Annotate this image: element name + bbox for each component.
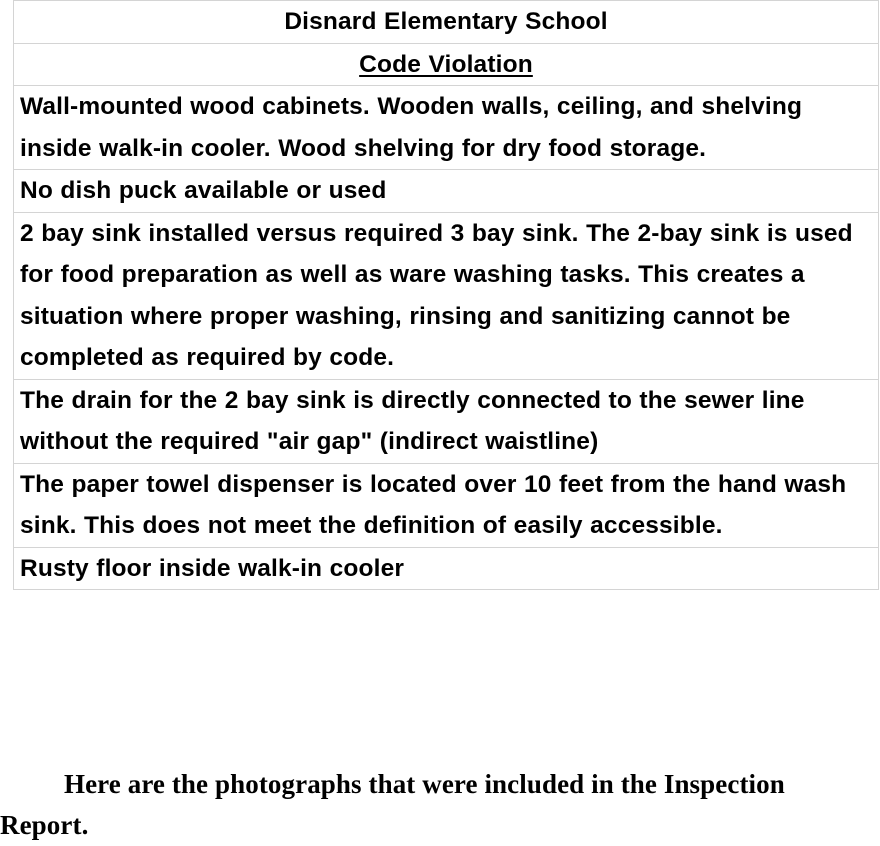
violation-cell-paper-towel: The paper towel dispenser is located over 10 feet from the hand wash sink. This does not meet the definition of easily accessible.	[14, 463, 879, 547]
table-row-title	[14, 1, 879, 44]
violation-cell-dish-puck: No dish puck available or used	[14, 170, 879, 213]
table-row	[14, 170, 879, 213]
table-row	[14, 212, 879, 379]
column-header: Code Violation	[359, 50, 533, 78]
table-row	[14, 547, 879, 590]
code-violation-table	[13, 0, 879, 590]
table-row-subtitle	[14, 43, 879, 86]
violation-cell-bay-sink: 2 bay sink installed versus required 3 bay sink. The 2-bay sink is used for food preparation as well as ware washing tasks. This creates a situation where proper washing, rinsing and sanitizing cannot be completed as required by code.	[14, 212, 879, 379]
table-row	[14, 86, 879, 170]
table-row	[14, 379, 879, 463]
school-name-cell: Disnard Elementary School	[14, 1, 879, 44]
photographs-paragraph: Here are the photographs that were included in the Inspection Report.	[0, 769, 785, 840]
violation-cell-drain: The drain for the 2 bay sink is directly connected to the sewer line without the required "air gap" (indirect waistline)	[14, 379, 879, 463]
violation-cell-wood-cabinets: Wall-mounted wood cabinets. Wooden walls, ceiling, and shelving inside walk-in cooler. Wood shelving for dry food storage.	[14, 86, 879, 170]
code-violation-table-container	[13, 0, 879, 590]
column-header-cell	[14, 43, 879, 86]
table-row	[14, 463, 879, 547]
violation-cell-rusty-floor: Rusty floor inside walk-in cooler	[14, 547, 879, 590]
